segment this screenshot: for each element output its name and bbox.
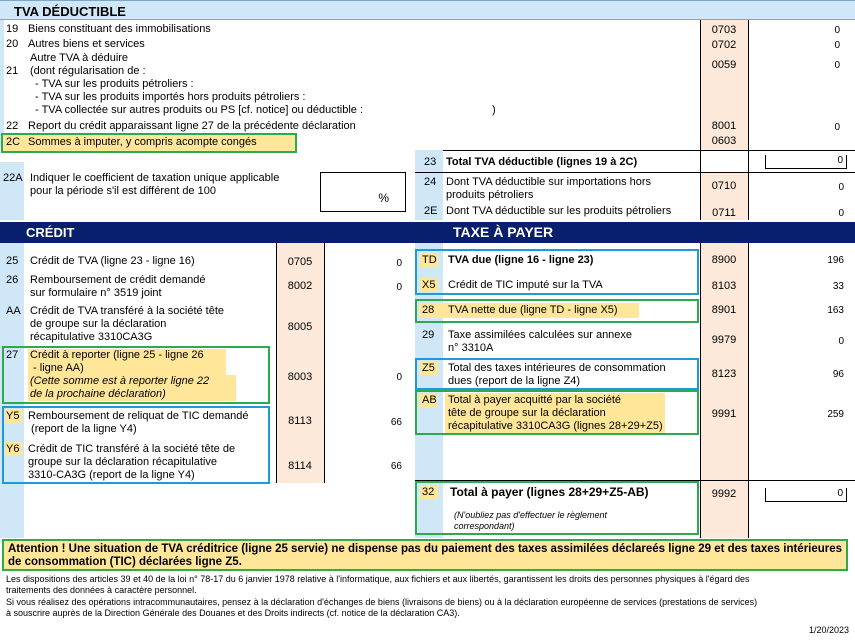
row-label-line: n° 3310A [448, 342, 494, 354]
row-num: Z5 [422, 362, 435, 374]
row-label-line: Crédit de TIC transféré à la société tête de [28, 443, 236, 455]
row-code: 9992 [711, 488, 737, 500]
row-value[interactable]: 0 [396, 258, 402, 269]
row-value[interactable]: 163 [827, 305, 844, 316]
row-value[interactable]: 0 [396, 282, 402, 293]
row-label-line: récapitulative 3310CA3G (lignes 28+29+Z5) [448, 420, 663, 432]
footer-line: à souscrire auprès de la Direction Générale des Douanes et des Droits indirects (cf. notice de la déclaration CA3). [6, 608, 460, 618]
row-code: 0711 [712, 207, 736, 219]
row-label: Total TVA déductible (lignes 19 à 2C) [446, 156, 638, 168]
percent-unit: % [378, 191, 389, 205]
row-label-line: TVA nette due (ligne TD - ligne X5) [448, 304, 618, 316]
row-label-line: Total des taxes intérieures de consommation [448, 362, 666, 374]
row-label-line: dues (report de la ligne Z4) [448, 375, 581, 387]
row-num: 23 [424, 156, 437, 168]
row-value[interactable]: 0 [834, 40, 840, 51]
row-note-line: correspondant) [454, 521, 515, 531]
footer-line: traitements des données à caractère personnel. [6, 585, 197, 595]
row-code: 0059 [711, 59, 737, 71]
row-label-line: Autre TVA à déduire [30, 52, 129, 64]
row-code: 8114 [288, 460, 312, 472]
row-code: 0705 [287, 256, 313, 268]
row-num: 32 [422, 486, 435, 498]
footer-line: Si vous réalisez des opérations intracommunautaires, pensez à la déclaration d'échanges de biens (livraisons de biens) ou à la déclaration européenne de services (prestations de services) [6, 597, 758, 607]
row-value: 0 [837, 155, 843, 166]
row-num: AB [422, 394, 437, 406]
row-label: Dont TVA déductible sur les produits pétroliers [446, 205, 672, 217]
deductible-title: TVA DÉDUCTIBLE [14, 4, 126, 19]
row-value[interactable]: 259 [827, 409, 844, 420]
row-label-line: sur formulaire n° 3519 joint [30, 287, 162, 299]
row-note-line: (N'oubliez pas d'effectuer le règlement [454, 510, 608, 520]
row-num: 22 [6, 120, 19, 132]
row-label-line: récapitulative 3310CA3G [30, 331, 153, 343]
row-label-line: Indiquer le coefficient de taxation unique applicable [30, 172, 280, 184]
row-num: 24 [424, 176, 437, 188]
row-code: 8002 [287, 280, 313, 292]
row-code: 8123 [711, 368, 737, 380]
row-num: 26 [6, 274, 19, 286]
number-strip [0, 162, 24, 220]
credit-code-column [276, 243, 324, 483]
row-label-line: Remboursement de reliquat de TIC demandé [28, 410, 249, 422]
row-num: 2E [424, 205, 438, 217]
row-code: 8900 [711, 254, 737, 266]
row-code: 8113 [288, 415, 312, 427]
row-value[interactable]: 0 [834, 60, 840, 71]
row-label-line: Dont TVA déductible sur importations hors [446, 176, 652, 188]
row-num: 2C [6, 136, 21, 148]
row-value[interactable]: 0 [396, 372, 402, 383]
row-num: 28 [422, 304, 435, 316]
row-label-line: Crédit de TVA transféré à la société tête [30, 305, 225, 317]
row-code: 0603 [711, 135, 737, 147]
row-label-line: groupe sur la déclaration récapitulative [28, 456, 217, 468]
row-label-line: 3310-CA3G (report de la ligne Y4) [28, 469, 195, 481]
row-label-line: TVA due (ligne 16 - ligne 23) [448, 254, 594, 266]
row-code: 0702 [711, 39, 737, 51]
row-label-line: Taxe assimilées calculées sur annexe [448, 329, 633, 341]
row-label: Biens constituant des immobilisations [28, 23, 211, 35]
row-label-line: Crédit de TVA (ligne 23 - ligne 16) [30, 255, 195, 267]
row-note-line: de la prochaine déclaration) [30, 388, 166, 400]
row-label: Report du crédit apparaissant ligne 27 de la précédente déclaration [28, 120, 356, 132]
row-code: 9991 [711, 408, 737, 420]
row-label-line: (dont régularisation de : [30, 65, 146, 77]
row-value[interactable]: 0 [834, 25, 840, 36]
footer-date: 1/20/2023 [808, 625, 849, 635]
row-value[interactable]: 196 [827, 255, 844, 266]
row-num: AA [6, 305, 21, 317]
row-value[interactable]: 0 [838, 336, 844, 347]
total-field[interactable] [765, 155, 847, 169]
number-strip [0, 20, 4, 148]
row-code: 9979 [711, 334, 737, 346]
row-value[interactable]: 0 [838, 208, 844, 219]
row-value[interactable]: 0 [838, 182, 844, 193]
credit-title: CRÉDIT [26, 225, 75, 240]
row-label-line: pour la période s'il est différent de 100 [30, 185, 216, 197]
row-label-line: Crédit à reporter (ligne 25 - ligne 26 [30, 349, 204, 361]
row-num: 25 [6, 255, 19, 267]
row-num: Y5 [6, 410, 20, 422]
row-label-line: - TVA sur les produits importés hors produits pétroliers : [32, 91, 306, 103]
payable-title: TAXE À PAYER [453, 224, 554, 240]
row-num: 29 [422, 329, 435, 341]
row-value[interactable]: 66 [390, 461, 402, 472]
row-note-line: (Cette somme est à reporter ligne 22 [30, 375, 210, 387]
row-code: 8901 [711, 304, 737, 316]
row-label-line: - TVA sur les produits pétroliers : [32, 78, 194, 90]
attention-text: Attention ! Une situation de TVA créditrice (ligne 25 servie) ne dispense pas du paiement des taxes assimilées déclareés ligne 29 et des taxes intérieures de consommation (TIC) déclarées ligne Z5. [8, 543, 843, 568]
section-header-bar [0, 222, 855, 243]
row-num: 20 [6, 38, 19, 50]
attention-box [2, 539, 848, 571]
row-num: TD [422, 254, 437, 266]
footer-line: Les dispositions des articles 39 et 40 de la loi n° 78-17 du 6 janvier 1978 relative à l'informatique, aux fichiers et aux libertés, garantissent les droits des personnes physiques à l'égard des [6, 574, 750, 584]
row-code: 0703 [711, 24, 737, 36]
row-num: X5 [422, 279, 436, 291]
deductible-header [0, 0, 855, 20]
row-label-line: Total à payer acquitté par la société [448, 394, 622, 406]
row-value[interactable]: 0 [834, 122, 840, 133]
row-label-line: Total à payer (lignes 28+29+Z5-AB) [450, 485, 649, 499]
row-label-line: de groupe sur la déclaration [30, 318, 167, 330]
row-num: Y6 [6, 443, 20, 455]
row-code: 8003 [287, 371, 313, 383]
row-label: Sommes à imputer, y compris acompte congés [28, 136, 257, 148]
total-field[interactable] [765, 488, 847, 502]
row-num: 21 [6, 65, 19, 77]
row-num: 19 [6, 23, 19, 35]
closing-paren: ) [492, 104, 496, 116]
row-value: 0 [837, 488, 843, 499]
row-code: 8005 [287, 321, 313, 333]
row-num: 22A [3, 172, 23, 184]
row-label-line: tête de groupe sur la déclaration [448, 407, 606, 419]
row-label-line: - ligne AA) [30, 362, 84, 374]
row-value[interactable]: 96 [832, 369, 844, 380]
row-label-line: Crédit de TIC imputé sur la TVA [448, 279, 603, 291]
row-code: 0710 [711, 180, 737, 192]
row-value[interactable]: 66 [390, 417, 402, 428]
coefficient-input[interactable] [320, 172, 406, 212]
row-label-line: produits pétroliers [446, 189, 534, 201]
row-value[interactable]: 33 [832, 281, 844, 292]
row-label-line: (report de la ligne Y4) [28, 423, 137, 435]
row-code: 8001 [711, 120, 737, 132]
row-label-line: - TVA collectée sur autres produits ou PS [cf. notice] ou déductible : [32, 104, 363, 116]
row-label: Autres biens et services [28, 38, 145, 50]
row-label-line: Remboursement de crédit demandé [30, 274, 206, 286]
row-code: 8103 [711, 280, 737, 292]
row-num: 27 [6, 349, 19, 361]
